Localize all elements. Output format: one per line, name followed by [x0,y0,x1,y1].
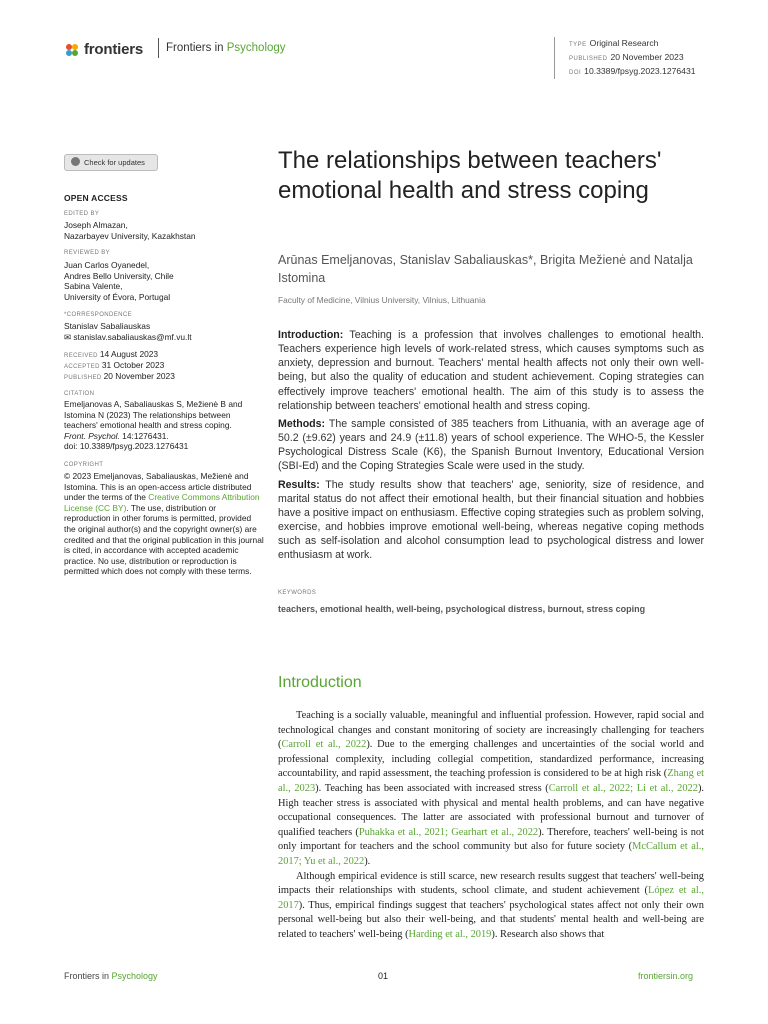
reviewed-by-label: REVIEWED BY [64,250,111,256]
update-icon [71,157,80,166]
paragraph: Although empirical evidence is still scarce, new research results suggest that teachers' well-being impacts their relationships with students, school climate, and student achievement (López et al., 2017). Thus, empirical findings suggest that teachers' psychological states affect not only their own personal well-being but also their well-being, and that students' mental health and well-being are related to teachers' well-being (Harding et al., 2019). Research also shows that [278,870,704,940]
section-heading-introduction: Introduction [278,674,362,691]
received-date: RECEIVED 14 August 2023 [64,349,159,359]
body-text [278,709,704,943]
correspondence-label: *CORRESPONDENCE [64,312,133,318]
doi[interactable]: 10.3389/fpsyg.2023.1276431 [584,66,696,76]
affiliation: Faculty of Medicine, Vilnius University, Vilnius, Lithuania [278,295,486,305]
citation-link[interactable]: Zhang et al., 2023 [278,768,704,794]
journal-name[interactable]: Frontiers in Psychology [158,38,286,58]
citation-link[interactable]: Harding et al., 2019 [408,928,492,940]
abstract-results: Results: The study results show that teachers' age, seniority, size of residence, and marital status do not affect their emotional health, but their financial situation and hobbies have a positive impact on enthusiasm. Effective coping strategies such as problem solving, exercise, and hobbies improve emotional well-being, whereas negative coping methods such as self-isolation and alcohol consumption lead to psychological distress and lower enthusiasm at work. [278,478,704,562]
article-type: Original Research [589,38,659,48]
citation-link[interactable]: McCallum et al., 2017; Yu et al., 2022 [278,841,704,867]
check-for-updates-button[interactable]: Check for updates [64,154,158,171]
footer-site-link[interactable]: frontiersin.org [638,971,694,981]
editor: Joseph Almazan, Nazarbayev University, Kazakhstan [64,220,196,241]
abstract [278,328,704,567]
citation-label: CITATION [64,391,95,397]
abstract-methods: Methods: The sample consisted of 385 teachers from Lithuania, with an average age of 50.2 (±9.62) years and 24.9 (±11.8) years of school experience. The WHO-5, the Kessler Psychological Distress Scale (K6), the Spanish Burnout Inventory, Educational Version (SBI-Ed) and the Coping Strategies Scale were used in the study. [278,417,704,473]
published-date: 20 November 2023 [610,52,684,62]
citation-link[interactable]: Carroll et al., 2022; Li et al., 2022 [548,782,698,794]
reviewers: Juan Carlos Oyanedel, Andres Bello University, Chile Sabina Valente, University of Évora, Portugal [64,260,174,302]
email-icon: ✉ [64,331,72,342]
open-access-label: OPEN ACCESS [64,193,128,203]
citation: Emeljanovas A, Sabaliauskas S, Mežienė B and Istomina N (2023) The relationships between teachers' emotional health and stress coping. Front. Psychol. 14:1276431. doi: 10.3389/fpsyg.2023.1276431 [64,399,243,452]
citation-link[interactable]: Carroll et al., 2022 [281,739,367,751]
article-meta: TYPE Original Research PUBLISHED 20 November 2023 DOI 10.3389/fpsyg.2023.1276431 [554,37,696,79]
abstract-introduction: Introduction: Teaching is a profession that involves challenges to emotional health. Teachers experience high levels of work-related stress, which causes symptoms such as anxiety, depression and burnout. Teachers' mental health affects not only their own well-being, but also the quality of education and student achievement. Coping strategies can effectively improve teachers' emotional health. The aim of this study is to assess the relationship between teachers' emotional health and stress coping. [278,329,704,412]
frontiers-logo[interactable] [64,41,143,58]
frontiers-logo-icon [64,42,80,58]
copyright: © 2023 Emeljanovas, Sabaliauskas, Mežienė and Istomina. This is an open-access article distributed under the terms of the Creative Commons Attribution License (CC BY). The use, distribution or reproduction in other forums is permitted, provided the original author(s) and the copyright owner(s) are credited and that the original publication in this journal is cited, in accordance with accepted academic practice. No use, distribution or reproduction is permitted which does not comply with these terms. [64,471,264,577]
keywords-label: KEYWORDS [278,590,317,596]
citation-link[interactable]: Puhakka et al., 2021; Gearhart et al., 2022 [358,826,539,838]
accepted-date: ACCEPTED 31 October 2023 [64,360,165,370]
paragraph: Teaching is a socially valuable, meaningful and influential profession. However, rapid social and technological changes and constant monitoring of society are increasingly challenging for teachers (Carroll et al., 2022). Due to the emerging challenges and uncertainties of the social world and professional complexity, including collegial competition, standardized performance, increasing accountability, and rapid assessment, the teaching profession is considered to be at high risk (Zhang et al., 2023). Teaching has been associated with increased stress (Carroll et al., 2022; Li et al., 2022). High teacher stress is associated with physical and mental health problems, and can have negative occupational consequences. The latter are associated with professional burnout and turnover of qualified teachers (Puhakka et al., 2021; Gearhart et al., 2022). Therefore, teachers' well-being is not only important for teachers and the school community but also for future society (McCallum et al., 2017; Yu et al., 2022). [278,710,705,867]
license-link[interactable]: Creative Commons Attribution License (CC BY) [64,492,260,513]
keywords: teachers, emotional health, well-being, psychological distress, burnout, stress coping [278,604,646,614]
published-date-side: PUBLISHED 20 November 2023 [64,371,175,381]
page-number: 01 [378,971,389,981]
footer-journal[interactable]: Frontiers in Psychology [64,971,158,981]
copyright-label: COPYRIGHT [64,462,104,468]
article-title: The relationships between teachers' emotional health and stress coping [278,147,662,204]
correspondence-email[interactable]: stanislav.sabaliauskas@mf.vu.lt [73,331,192,342]
authors[interactable]: Arūnas Emeljanovas, Stanislav Sabaliauskas*, Brigita Mežienė and Natalja Istomina [278,253,693,285]
citation-link[interactable]: López et al., 2017 [278,885,704,911]
correspondence: Stanislav Sabaliauskas ✉ stanislav.sabaliauskas@mf.vu.lt [64,321,192,342]
edited-by-label: EDITED BY [64,211,100,217]
brand-name: frontiers [84,41,144,58]
